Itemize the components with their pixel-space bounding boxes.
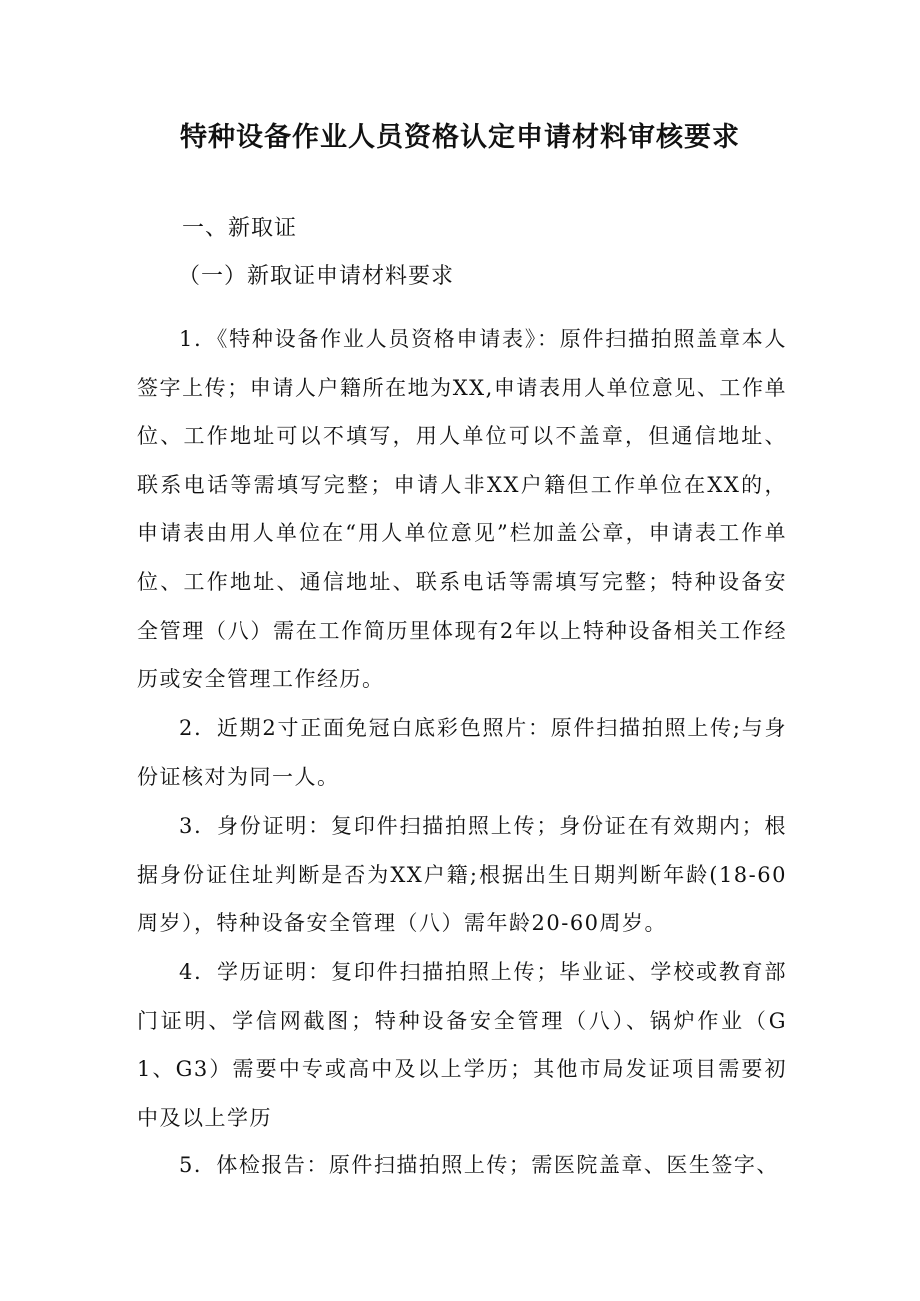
requirement-item-identity-proof: [137, 802, 787, 948]
requirement-item-application-form: [137, 315, 787, 704]
requirement-item-education-proof: [137, 948, 787, 1142]
section-heading-new-certificate: 一、新取证: [182, 216, 298, 241]
requirement-item-text: 4．学历证明：复印件扫描拍照上传；毕业证、学校或教育部门证明、学信网截图；特种设备安全管理（八）、锅炉作业（G1、G3）需要中专或高中及以上学历；其他市局发证项目需要初中及以上学历: [137, 960, 787, 1130]
requirement-item-photo: [137, 704, 787, 801]
requirement-item-text: 1．《特种设备作业人员资格申请表》：原件扫描拍照盖章本人签字上传；申请人户籍所在地为XX,申请表用人单位意见、工作单位、工作地址可以不填写，用人单位可以不盖章，但通信地址、联系电话等需填写完整；申请人非XX户籍但工作单位在XX的，申请表由用人单位在“用人单位意见”栏加盖公章，申请表工作单位、工作地址、通信地址、联系电话等需填写完整；特种设备安全管理（八）需在工作简历里体现有2年以上特种设备相关工作经历或安全管理工作经历。: [137, 327, 787, 692]
requirement-item-text: 3．身份证明：复印件扫描拍照上传；身份证在有效期内；根据身份证住址判断是否为XX户籍;根据出生日期判断年龄(18-60周岁），特种设备安全管理（八）需年龄20-60周岁。: [137, 814, 787, 936]
requirement-item-text: 5．体检报告：原件扫描拍照上传；需医院盖章、医生签字、: [179, 1153, 779, 1177]
requirement-item-text: 2．近期2寸正面免冠白底彩色照片：原件扫描拍照上传;与身份证核对为同一人。: [137, 716, 787, 789]
requirement-item-medical-report: [137, 1141, 787, 1190]
subsection-heading-material-requirements: （一）新取证申请材料要求: [178, 264, 455, 289]
document-title: 特种设备作业人员资格认定申请材料审核要求: [180, 122, 740, 153]
